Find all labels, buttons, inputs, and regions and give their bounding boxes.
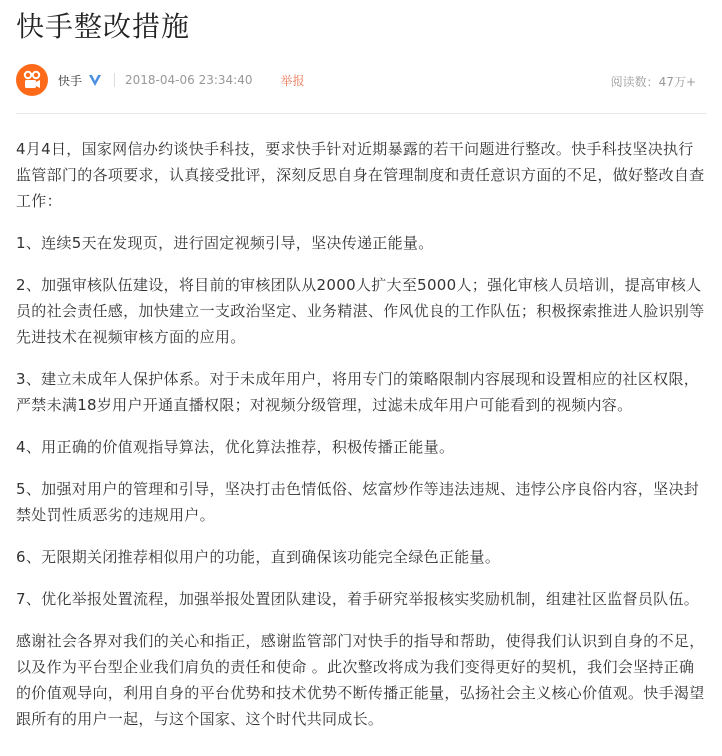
paragraph-item-2: 2、加强审核队伍建设，将目前的审核团队从2000人扩大至5000人；强化审核人员培训，提高审核人员的社会责任感，加快建立一支政治坚定、业务精湛、作风优良的工作队伍；积极探索推进人脸识别等先进技术在视频审核方面的应用。	[16, 276, 705, 346]
paragraph-item-1: 1、连续5天在发现页，进行固定视频引导，坚决传递正能量。	[16, 234, 434, 252]
article-body	[16, 136, 706, 732]
read-count: 阅读数：47万+	[610, 75, 696, 89]
meta-divider	[16, 113, 706, 114]
paragraph-item-7: 7、优化举报处置流程，加强举报处置团队建设，着手研究举报核实奖励机制，组建社区监督员队伍。	[16, 590, 700, 608]
paragraph-item-3: 3、建立未成年人保护体系。对于未成年用户，将用专门的策略限制内容展现和设置相应的社区权限，严禁未满18岁用户开通直播权限；对视频分级管理，过滤未成年用户可能看到的视频内容。	[16, 370, 700, 414]
verified-v-icon	[88, 73, 102, 87]
article-title: 快手整改措施	[16, 10, 191, 43]
paragraph-item-4: 4、用正确的价值观指导算法，优化算法推荐，积极传播正能量。	[16, 438, 455, 456]
article-meta	[16, 60, 706, 100]
paragraph-item-5: 5、加强对用户的管理和引导，坚决打击色情低俗、炫富炒作等违法违规、违悖公序良俗内容，坚决封禁处罚性质恶劣的违规用户。	[16, 480, 700, 524]
kuaishou-logo-icon[interactable]	[16, 64, 48, 96]
report-link[interactable]: 举报	[280, 73, 305, 88]
meta-separator	[114, 73, 115, 87]
paragraph-intro: 4月4日，国家网信办约谈快手科技，要求快手针对近期暴露的若干问题进行整改。快手科技坚决执行监管部门的各项要求，认真接受批评，深刻反思自身在管理制度和责任意识方面的不足，做好整改自查工作：	[16, 140, 705, 210]
author-name[interactable]: 快手	[58, 73, 83, 88]
publish-datetime: 2018-04-06 23:34:40	[125, 73, 253, 87]
paragraph-closing: 感谢社会各界对我们的关心和指正，感谢监管部门对快手的指导和帮助，使得我们认识到自身的不足，以及作为平台型企业我们肩负的责任和使命 。此次整改将成为我们变得更好的契机，我们会坚持正确的价值观导向，利用自身的平台优势和技术优势不断传播正能量，弘扬社会主义核心价值观。快手渴望跟所有的用户一起，与这个国家、这个时代共同成长。	[16, 632, 705, 728]
paragraph-item-6: 6、无限期关闭推荐相似用户的功能，直到确保该功能完全绿色正能量。	[16, 548, 501, 566]
